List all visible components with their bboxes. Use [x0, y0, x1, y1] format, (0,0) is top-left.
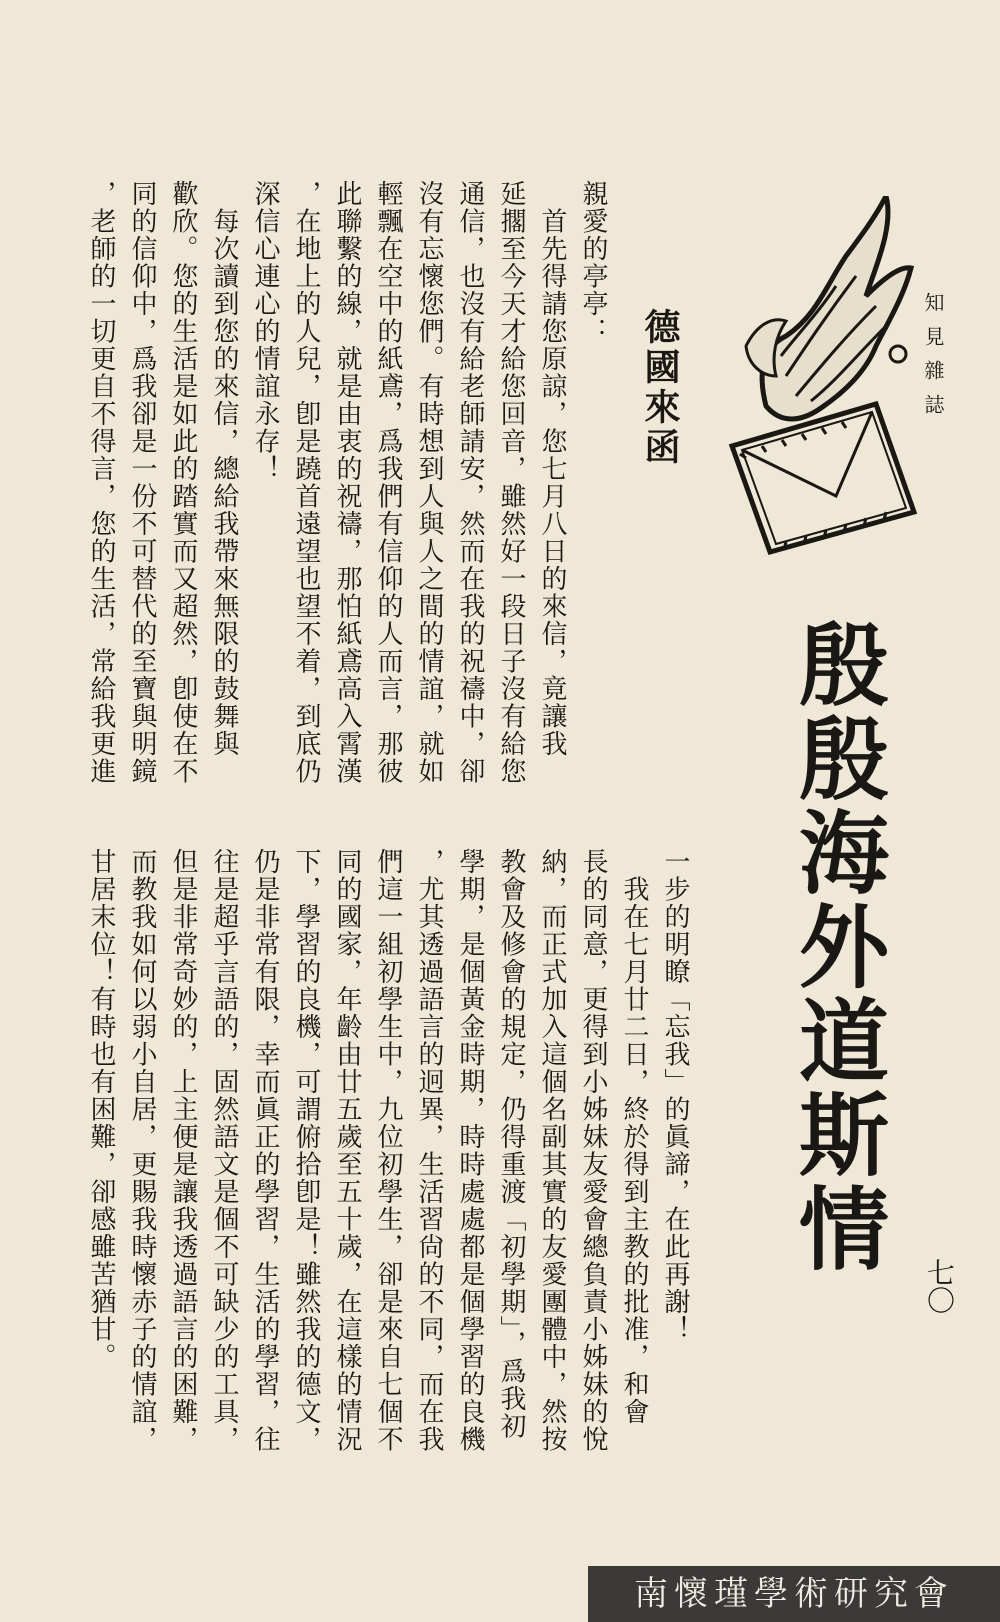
text-line: ，尤其透過語言的迥異，生活習尙的不同，而在我: [414, 848, 444, 1453]
text-line: 學期，是個黃金時期，時時處處都是個學習的良機: [455, 848, 485, 1453]
article-subtitle: 德國來函: [639, 308, 681, 468]
text-line: 仍是非常有限，幸而眞正的學習，生活的學習，往: [250, 848, 280, 1453]
text-line: 下，學習的良機，可謂俯拾卽是！雖然我的德文，: [291, 848, 321, 1453]
text-line: 甘居末位！有時也有困難，卻感雖苦猶甘。: [86, 848, 116, 1371]
text-line: 深信心連心的情誼永存！: [250, 180, 280, 483]
text-line: 沒有忘懷您們。有時想到人與人之間的情誼，就如: [414, 180, 444, 785]
logo-label: 知見雜誌: [921, 292, 945, 428]
text-line: 延擱至今天才給您回音，雖然好一段日子沒有給您: [496, 180, 526, 785]
text-line: 納，而正式加入這個名副其實的友愛團體中，然按: [537, 848, 567, 1453]
article-title: 殷殷海外道斯情: [783, 618, 889, 1276]
footer-watermark-banner: 南懷瑾學術研究會: [588, 1566, 1000, 1622]
text-line: 歡欣。您的生活是如此的踏實而又超然，卽使在不: [168, 180, 198, 785]
text-line: 通信，也沒有給老師請安，然而在我的祝禱中，卻: [455, 180, 485, 785]
text-line: 教會及修會的規定，仍得重渡「初學期」，爲我初: [496, 848, 526, 1440]
text-line: 同的國家，年齡由廿五歲至五十歲，在這樣的情況: [332, 848, 362, 1453]
text-line: 但是非常奇妙的，上主便是讓我透過語言的困難，: [168, 848, 198, 1453]
text-line: 親愛的亭亭：: [578, 180, 608, 345]
text-line: ，老師的一切更自不得言，您的生活，常給我更進: [86, 180, 116, 785]
text-line: 每次讀到您的來信，總給我帶來無限的鼓舞與: [209, 180, 239, 758]
text-line: 同的信仰中，爲我卻是一份不可替代的至寶與明鏡: [127, 180, 157, 785]
text-line: 而教我如何以弱小自居，更賜我時懷赤子的情誼，: [127, 848, 157, 1453]
text-line: 我在七月廿二日，終於得到主教的批准，和會: [619, 848, 649, 1426]
text-line: 輕飄在空中的紙鳶，爲我們有信仰的人而言，那彼: [373, 180, 403, 785]
text-line: 們這一組初學生中，九位初學生，卻是來自七個不: [373, 848, 403, 1453]
page-number: 七〇: [923, 1258, 956, 1314]
text-line: 往是超乎言語的，固然語文是個不可缺少的工具，: [209, 848, 239, 1453]
text-line: 首先得請您原諒，您七月八日的來信，竟讓我: [537, 180, 567, 758]
text-line: 此聯繫的線，就是由衷的祝禱，那怕紙鳶高入霄漢: [332, 180, 362, 785]
text-line: 一步的明瞭「忘我」的眞諦，在此再謝！: [660, 848, 690, 1343]
text-line: ，在地上的人兒，卽是蹺首遠望也望不着，到底仍: [291, 180, 321, 785]
text-line: 長的同意，更得到小姊妹友愛會總負責小姊妹的悅: [578, 848, 608, 1453]
